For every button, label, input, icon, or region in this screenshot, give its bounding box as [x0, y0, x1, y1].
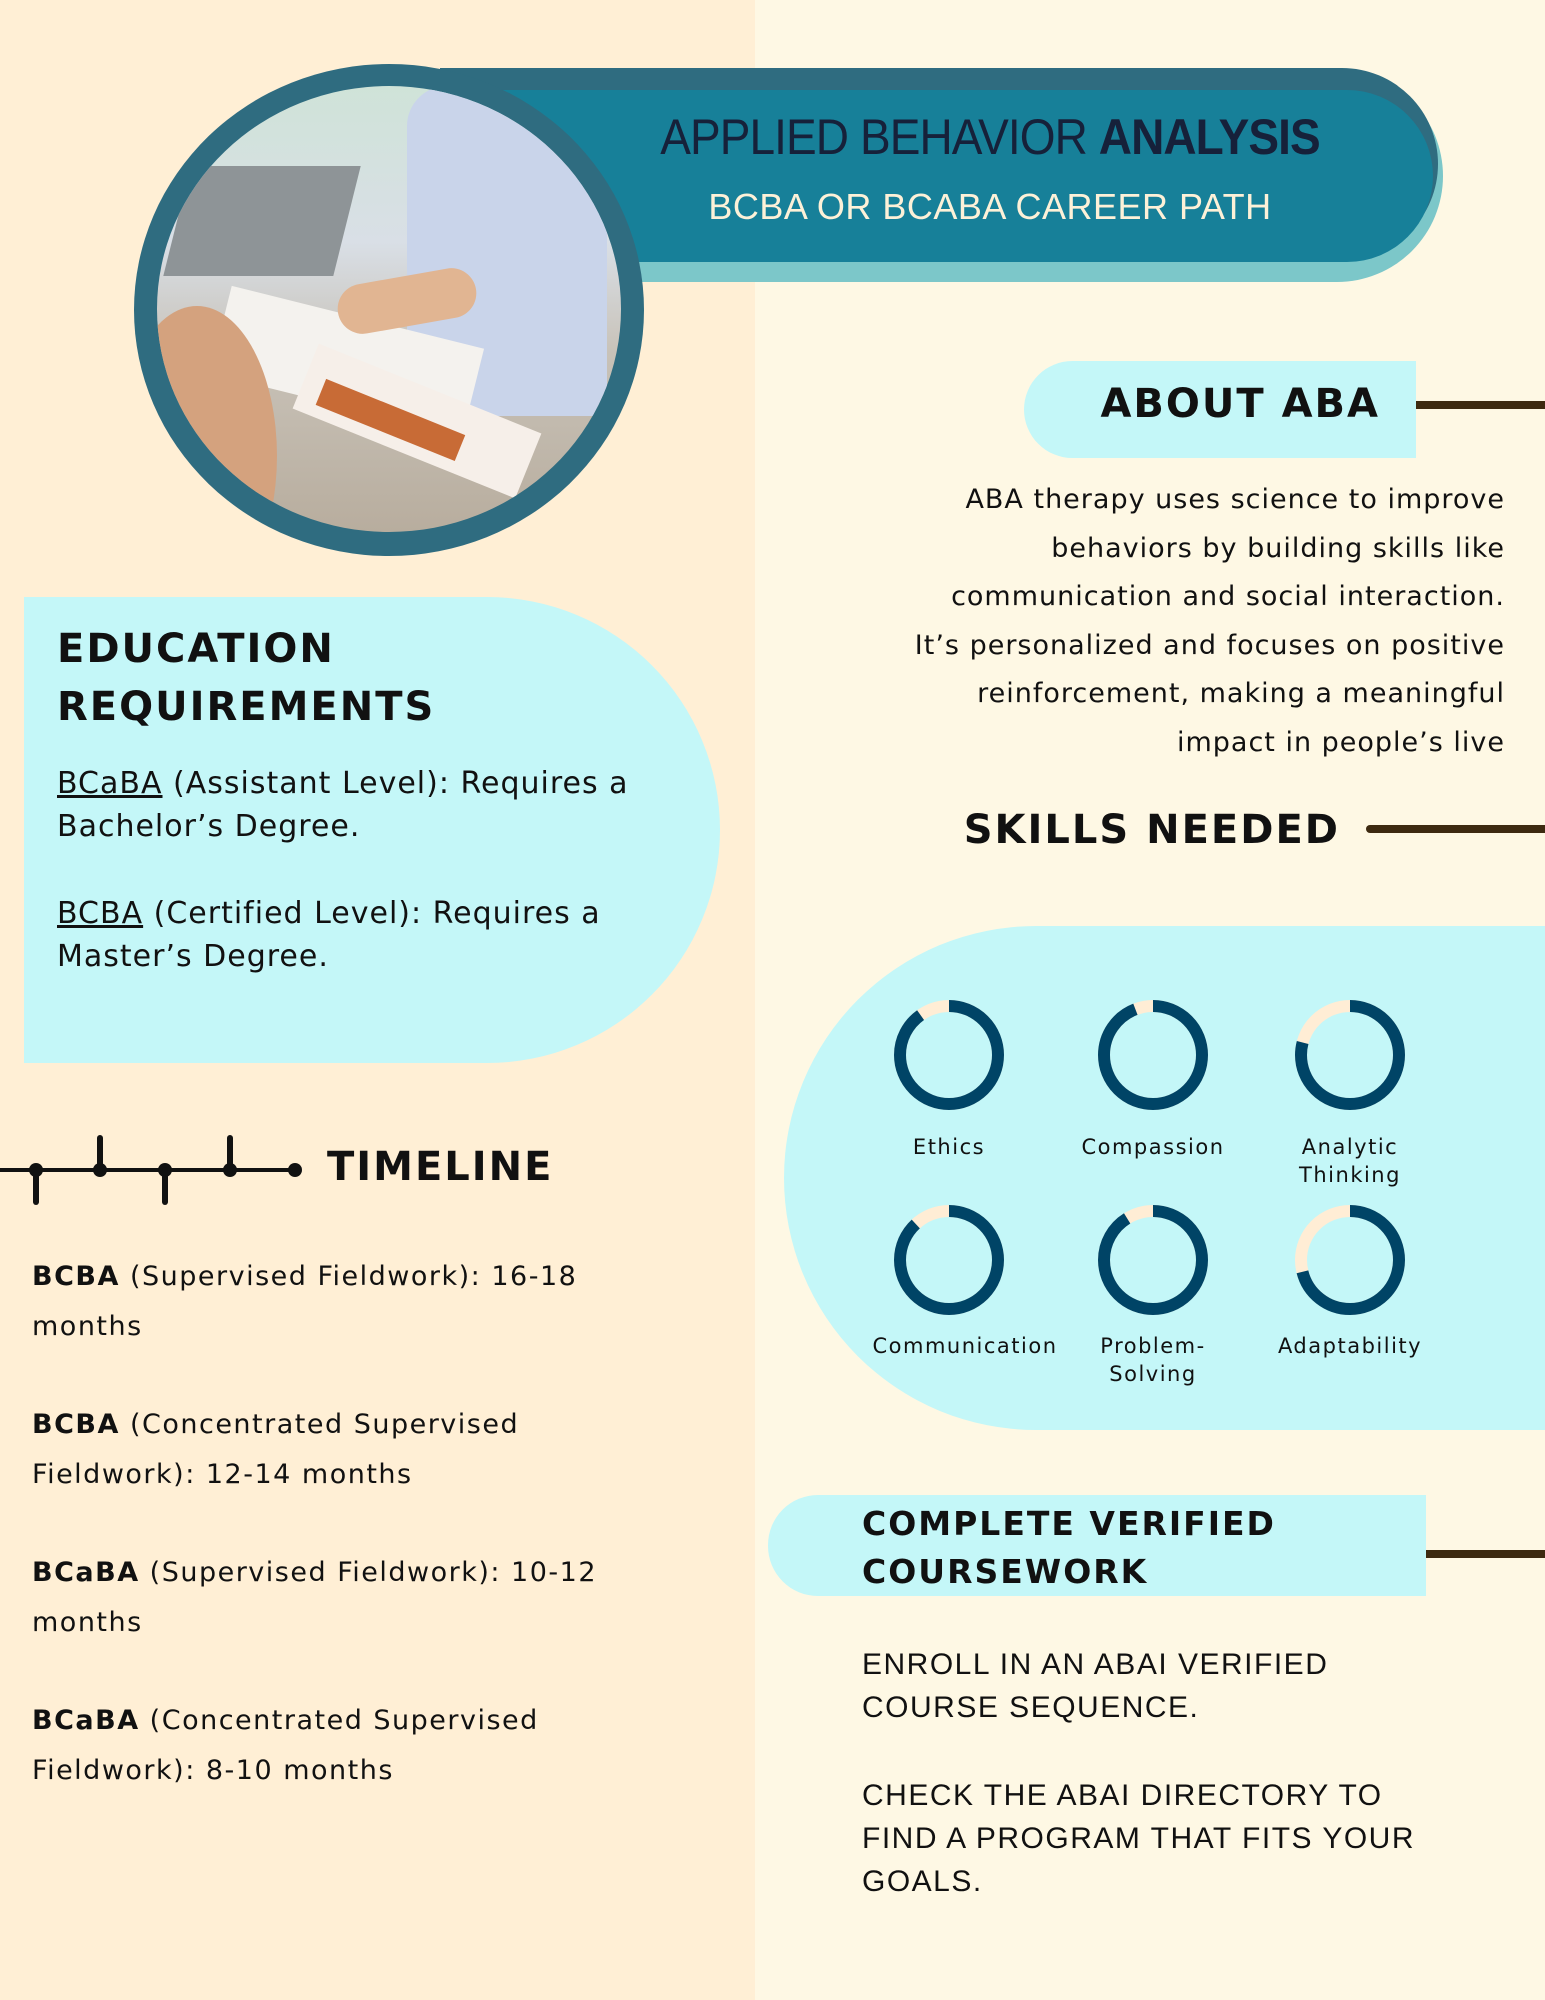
compassion-donut-icon — [1097, 999, 1209, 1111]
coursework-paragraph-enroll: ENROLL IN AN ABAI VERIFIED COURSE SEQUENCE. — [862, 1648, 1329, 1724]
education-item-bcaba: BCaBA (Assistant Level): Requires a Bachelor’s Degree. — [57, 766, 629, 844]
timeline-title: TIMELINE — [327, 1144, 554, 1190]
ethics-donut-icon — [893, 999, 1005, 1111]
header-photo — [157, 86, 621, 532]
about-connector-line — [1416, 401, 1545, 409]
skill-label-problem-solving: Problem- Solving — [1100, 1334, 1206, 1386]
skill-label-analytic-thinking: Analytic Thinking — [1299, 1135, 1401, 1187]
about-title: ABOUT ABA — [1100, 381, 1380, 427]
skill-label-compassion: Compassion — [1081, 1135, 1225, 1159]
timeline-item: BCBA (Concentrated Supervised Fieldwork): 12-14 months — [32, 1409, 520, 1490]
page-subtitle: BCBA OR BCABA CAREER PATH — [708, 186, 1272, 227]
communication-donut-icon — [893, 1204, 1005, 1316]
skill-label-adaptability: Adaptability — [1277, 1334, 1423, 1358]
skills-connector-line — [1366, 825, 1545, 833]
timeline-item: BCaBA (Supervised Fieldwork): 10-12 months — [32, 1557, 598, 1638]
bcba-link[interactable]: BCBA — [57, 896, 144, 931]
problem-solving-donut-icon — [1097, 1204, 1209, 1316]
analytic-thinking-donut-icon — [1294, 999, 1406, 1111]
timeline-icon — [0, 1130, 305, 1210]
page-title: APPLIED BEHAVIOR ANALYSIS — [660, 109, 1320, 165]
education-title: EDUCATION REQUIREMENTS — [57, 626, 436, 730]
education-item-bcba: BCBA (Certified Level): Requires a Master’s Degree. — [57, 896, 601, 974]
adaptability-donut-icon — [1294, 1204, 1406, 1316]
skill-label-communication: Communication — [872, 1334, 1058, 1358]
timeline-item: BCaBA (Concentrated Supervised Fieldwork): 8-10 months — [32, 1705, 539, 1786]
timeline-item: BCBA (Supervised Fieldwork): 16-18 months — [32, 1261, 578, 1342]
about-text: ABA therapy uses science to improve behaviors by building skills like communication and social interaction. It’s personalized and focuses on positive reinforcement, making a meaningful impact in people’s live — [914, 484, 1505, 758]
skills-title: SKILLS NEEDED — [963, 807, 1340, 853]
bcaba-link[interactable]: BCaBA — [57, 766, 163, 801]
coursework-connector-line — [1426, 1550, 1545, 1558]
coursework-title: COMPLETE VERIFIED COURSEWORK — [862, 1504, 1276, 1591]
skill-label-ethics: Ethics — [912, 1135, 986, 1159]
coursework-paragraph-directory: CHECK THE ABAI DIRECTORY TO FIND A PROGRAM THAT FITS YOUR GOALS. — [862, 1779, 1416, 1898]
